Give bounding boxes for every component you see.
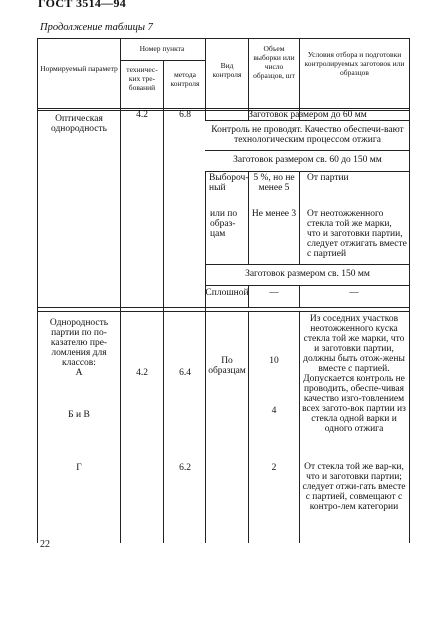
class-bv-label: Б и В — [68, 410, 90, 420]
param-batch-homogeneity: Однородность партии по по-казателю пре-ломления для классов: — [49, 318, 109, 368]
homog-method-g: 6.2 — [179, 463, 191, 473]
control-type-selective: Выбороч-ный — [209, 173, 249, 193]
condition-by-samples: От неотожженного стекла той же марки, что и заготовки партии, следует отжигать вместе с партией — [307, 209, 407, 259]
sample-size-class-g: 2 — [271, 463, 277, 473]
table-continuation-caption: Продолжение таблицы 7 — [40, 22, 153, 33]
optical-method-item: 6.8 — [179, 110, 191, 120]
condition-selective: От партии — [307, 173, 349, 183]
sample-size-full: — — [269, 288, 279, 298]
condition-full: — — [349, 288, 359, 298]
document-header: ГОСТ 3514—94 — [38, 0, 127, 10]
optical-tech-item: 4.2 — [136, 110, 148, 120]
col-header-control-type: Вид контроля — [212, 61, 242, 79]
col-header-item-number: Номер пункта — [139, 44, 185, 53]
class-g-label: Г — [76, 463, 82, 473]
page-number: 22 — [40, 539, 50, 550]
size-60-note: Контроль не проводят. Качество обеспечи-вают технологическим процессом отжига — [211, 125, 404, 145]
class-a-label: А — [75, 368, 83, 378]
homog-tech-item: 4.2 — [136, 368, 148, 378]
condition-class-abv: Из соседних участков неотожженного куска стекла той же марки, что и заготовки партии, должны быть отож-жены вместе с партией. Допускается контроль не проводить, обеспе-чивая качество изго-товлением всех загото-вок партии из стекла одной варки и одного отжига — [302, 314, 406, 434]
sample-size-selective: 5 %, но не менее 5 — [253, 173, 295, 193]
sample-size-class-bv: 4 — [271, 406, 277, 416]
control-type-full: Сплошной — [205, 288, 249, 298]
param-optical-homogeneity: Оптическая однородность — [51, 114, 107, 134]
size-heading-60-150: Заготовок размером св. 60 до 150 мм — [233, 155, 382, 165]
col-header-tech-req: техничес-ких тре-бований — [126, 65, 158, 92]
condition-class-g: От стекла той же вар-ки, что и заготовки партии; следует отжи-гать вместе с партией, совмещают с контро-лем категории — [302, 462, 406, 512]
col-header-param: Нормируемый параметр — [40, 64, 118, 73]
size-heading-60: Заготовок размером до 60 мм — [248, 110, 367, 120]
sample-size-class-a: 10 — [269, 356, 279, 366]
col-header-conditions: Условия отбора и подготовки контролируемых заготовок или образцов — [304, 50, 405, 77]
col-header-test-method: метода контроля — [170, 70, 200, 88]
col-header-sample-size: Объем выборки или число образцов, шт — [253, 44, 295, 80]
sample-size-by-samples: Не менее 3 — [251, 209, 297, 219]
control-type-by-samples: или по образ-цам — [210, 209, 238, 239]
control-type-samples: По образцам — [208, 356, 246, 376]
size-heading-150: Заготовок размером св. 150 мм — [245, 269, 370, 279]
homog-method-abv: 6.4 — [179, 368, 191, 378]
